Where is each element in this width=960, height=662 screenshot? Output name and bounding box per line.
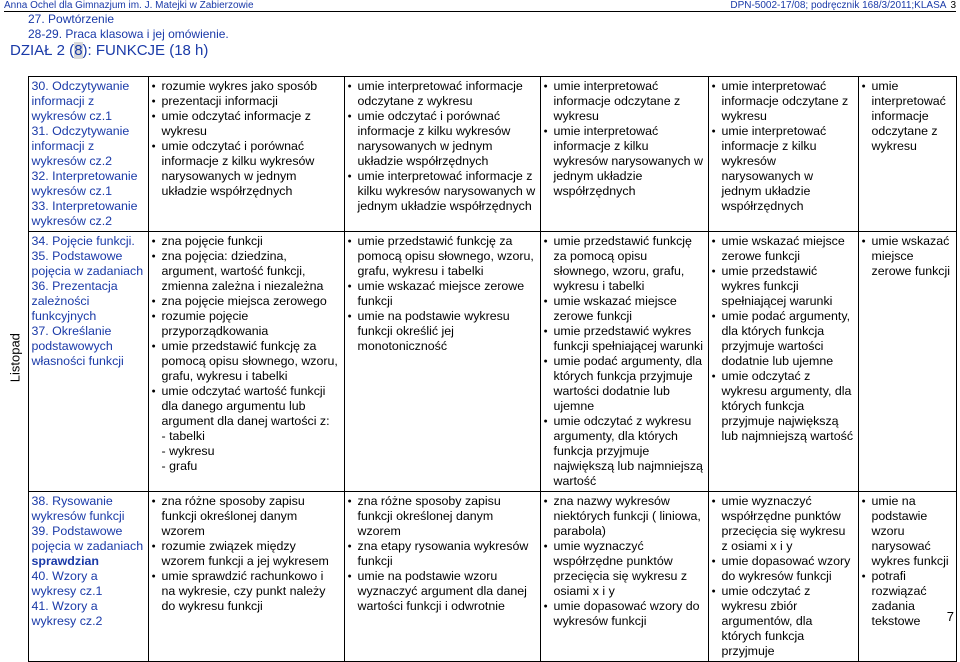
page-header: [4, 0, 956, 11]
lesson-topic: 40. Wzory a wykresy cz.1: [31, 569, 103, 598]
requirement-item: ● umie odczytać wartość funkcji dla danego argumentu lub argument dla danej wartości z:: [152, 384, 341, 429]
requirements-cell-c5: [858, 77, 956, 232]
requirement-item: ● rozumie wykres jako sposób: [152, 79, 341, 94]
requirement-item: ● potrafi rozwiązać zadania tekstowe: [862, 569, 953, 629]
lesson-27: 27. Powtórzenie: [28, 12, 115, 26]
requirements-cell-c2: [344, 232, 540, 492]
lesson-topic: 31. Odczytywanie informacji z wykresów cz.2: [31, 124, 130, 168]
header-rule: [4, 11, 956, 12]
requirements-cell-c1: [148, 232, 344, 492]
requirement-item: ● umie wyznaczyć współrzędne punktów przecięcia się wykresu z osiami x i y: [712, 494, 855, 554]
topics-cell: [28, 77, 148, 232]
requirement-item: ● zna różne sposoby zapisu funkcji określonej danym wzorem: [348, 494, 537, 539]
table-row: [2, 492, 956, 662]
requirement-item: ● umie interpretować informacje z kilku wykresów narysowanych w jednym układzie współrzędnych: [348, 169, 537, 214]
curriculum-table: [2, 76, 957, 662]
requirements-list: [712, 234, 855, 444]
requirement-item: ● umie na podstawie wykresu funkcji określić jej monotoniczność: [348, 309, 537, 354]
requirements-list: [862, 79, 953, 154]
lesson-topic: 35. Podstawowe pojęcia w zadaniach: [31, 249, 144, 278]
lesson-topic: sprawdzian: [31, 554, 99, 568]
requirement-item: ● zna różne sposoby zapisu funkcji określonej danym wzorem: [152, 494, 341, 539]
lesson-topic: 38. Rysowanie wykresów funkcji: [31, 494, 125, 523]
requirement-item: ● umie interpretować informacje z kilku wykresów narysowanych w jednym układzie współrzędnych: [712, 124, 855, 214]
requirement-item: ● umie podać argumenty, dla których funkcja przyjmuje wartości dodatnie lub ujemne: [544, 354, 705, 414]
requirement-item: ● umie interpretować informacje odczytane z wykresu: [348, 79, 537, 109]
lesson-topic: 37. Określanie podstawowych własności funkcji: [31, 324, 124, 368]
requirements-list: [152, 79, 341, 199]
month-cell: [2, 77, 28, 662]
requirements-cell-c3: [540, 77, 708, 232]
lesson-topic: 39. Podstawowe pojęcia w zadaniach: [31, 524, 144, 553]
requirements-cell-c2: [344, 77, 540, 232]
requirements-list: [862, 234, 953, 279]
requirements-cell-c5: [858, 492, 956, 662]
requirement-item: ● rozumie pojęcie przyporządkowania: [152, 309, 341, 339]
requirements-list: [712, 79, 855, 214]
requirement-item: ● umie przedstawić funkcję za pomocą opisu słownego, wzoru, grafu, wykresu i tabelki: [152, 339, 341, 384]
requirements-list: [348, 494, 537, 614]
requirement-item: ● umie sprawdzić rachunkowo i na wykresie, czy punkt należy do wykresu funkcji: [152, 569, 341, 614]
lesson-topic: 41. Wzory a wykresy cz.2: [31, 599, 103, 628]
requirement-item: ● zna pojęcie miejsca zerowego: [152, 294, 341, 309]
month-label: Listopad: [7, 332, 23, 382]
table-row: [2, 232, 956, 492]
requirement-item: ● umie przedstawić wykres funkcji spełniającej warunki: [544, 324, 705, 354]
requirement-item: ● umie przedstawić wykres funkcji spełniającej warunki: [712, 264, 855, 309]
requirement-item: ● zna nazwy wykresów niektórych funkcji ( liniowa, parabola): [544, 494, 705, 539]
requirement-item: ● umie odczytać z wykresu zbiór argumentów, dla których funkcja przyjmuje: [712, 584, 855, 659]
requirement-item: ● umie na podstawie wzoru wyznaczyć argument dla danej wartości funkcji i odwrotnie: [348, 569, 537, 614]
header-page: 3: [950, 0, 956, 11]
requirement-item: ● rozumie związek między wzorem funkcji a jej wykresem: [152, 539, 341, 569]
requirements-list: [862, 494, 953, 629]
requirement-item: ● umie odczytać z wykresu argumenty, dla których funkcja przyjmuje największą lub najmniejszą wartość: [544, 414, 705, 489]
requirements-cell-c4: [708, 232, 858, 492]
requirement-item: ● umie wskazać miejsce zerowe funkcji: [712, 234, 855, 264]
requirement-item: ● umie wyznaczyć współrzędne punktów przecięcia się wykresu z osiami x i y: [544, 539, 705, 599]
requirement-item: ● umie dopasować wzory do wykresów funkcji: [544, 599, 705, 629]
requirement-item: ● umie podać argumenty, dla których funkcja przyjmuje wartości dodatnie lub ujemne: [712, 309, 855, 369]
requirements-list: [544, 79, 705, 199]
requirements-cell-c5: [858, 232, 956, 492]
requirement-item: ● umie interpretować informacje odczytane z wykresu: [712, 79, 855, 124]
table-row: [2, 77, 956, 232]
requirement-subitem: - grafu: [161, 459, 198, 473]
header-ref: DPN-5002-17/08; podręcznik 168/3/2011;KLASA 3: [730, 0, 956, 11]
requirement-subitem: - tabelki: [161, 429, 205, 443]
requirement-item: ● umie wskazać miejsce zerowe funkcji: [348, 279, 537, 309]
requirements-cell-c4: [708, 492, 858, 662]
requirement-item: ● umie na podstawie wzoru narysować wykres funkcji: [862, 494, 953, 569]
lesson-topic: 36. Prezentacja zależności funkcyjnych: [31, 279, 118, 323]
requirement-item: ● zna pojęcia: dziedzina, argument, wartość funkcji, zmienna zależna i niezależna: [152, 249, 341, 294]
requirements-cell-c1: [148, 77, 344, 232]
requirement-item: ● umie dopasować wzory do wykresów funkcji: [712, 554, 855, 584]
requirement-item: ● umie interpretować informacje odczytane z wykresu: [544, 79, 705, 124]
requirements-cell-c4: [708, 77, 858, 232]
requirements-cell-c3: [540, 232, 708, 492]
requirement-item: ● prezentacji informacji: [152, 94, 341, 109]
lesson-28-29: 28-29. Praca klasowa i jej omówienie.: [28, 27, 229, 41]
requirement-item: ● umie wskazać miejsce zerowe funkcji: [544, 294, 705, 324]
requirement-item: ● umie odczytać z wykresu argumenty, dla których funkcja przyjmuje największą lub najmniejszą wartość: [712, 369, 855, 444]
page-number: 7: [946, 609, 954, 624]
requirement-item: ● zna pojęcie funkcji: [152, 234, 341, 249]
requirements-cell-c1: [148, 492, 344, 662]
requirement-item: ● umie wskazać miejsce zerowe funkcji: [862, 234, 953, 279]
requirements-list: [152, 234, 341, 474]
section-title: DZIAŁ 2 (8): FUNKCJE (18 h): [10, 42, 209, 59]
requirement-item: ● umie odczytać i porównać informacje z kilku wykresów narysowanych w jednym układzie współrzędnych: [152, 139, 341, 199]
requirement-subitem: - wykresu: [161, 444, 215, 458]
requirement-item: ● umie odczytać informacje z wykresu: [152, 109, 341, 139]
requirement-item: ● umie przedstawić funkcję za pomocą opisu słownego, wzoru, grafu, wykresu i tabelki: [348, 234, 537, 279]
requirements-list: [712, 494, 855, 659]
requirement-item: ● umie odczytać i porównać informacje z kilku wykresów narysowanych w jednym układzie współrzędnych: [348, 109, 537, 169]
requirement-item: ● umie interpretować informacje z kilku wykresów narysowanych w jednym układzie współrzędnych: [544, 124, 705, 199]
requirements-list: [152, 494, 341, 614]
requirements-list: [544, 494, 705, 629]
requirements-list: [348, 79, 537, 214]
requirements-list: [348, 234, 537, 354]
lesson-topic: 34. Pojęcie funkcji.: [31, 234, 135, 248]
topics-cell: [28, 232, 148, 492]
requirement-item: ● zna etapy rysowania wykresów funkcji: [348, 539, 537, 569]
requirements-cell-c2: [344, 492, 540, 662]
requirement-item: ● umie interpretować informacje odczytane z wykresu: [862, 79, 953, 154]
requirements-list: [544, 234, 705, 489]
lesson-topic: 33. Interpretowanie wykresów cz.2: [31, 199, 138, 228]
lesson-topic: 30. Odczytywanie informacji z wykresów cz.1: [31, 79, 130, 123]
topics-cell: [28, 492, 148, 662]
requirements-cell-c3: [540, 492, 708, 662]
lesson-topic: 32. Interpretowanie wykresów cz.1: [31, 169, 138, 198]
requirement-item: ● umie przedstawić funkcję za pomocą opisu słownego, wzoru, grafu, wykresu i tabelki: [544, 234, 705, 294]
header-author: Anna Ochel dla Gimnazjum im. J. Matejki w Zabierzowie: [4, 0, 254, 11]
